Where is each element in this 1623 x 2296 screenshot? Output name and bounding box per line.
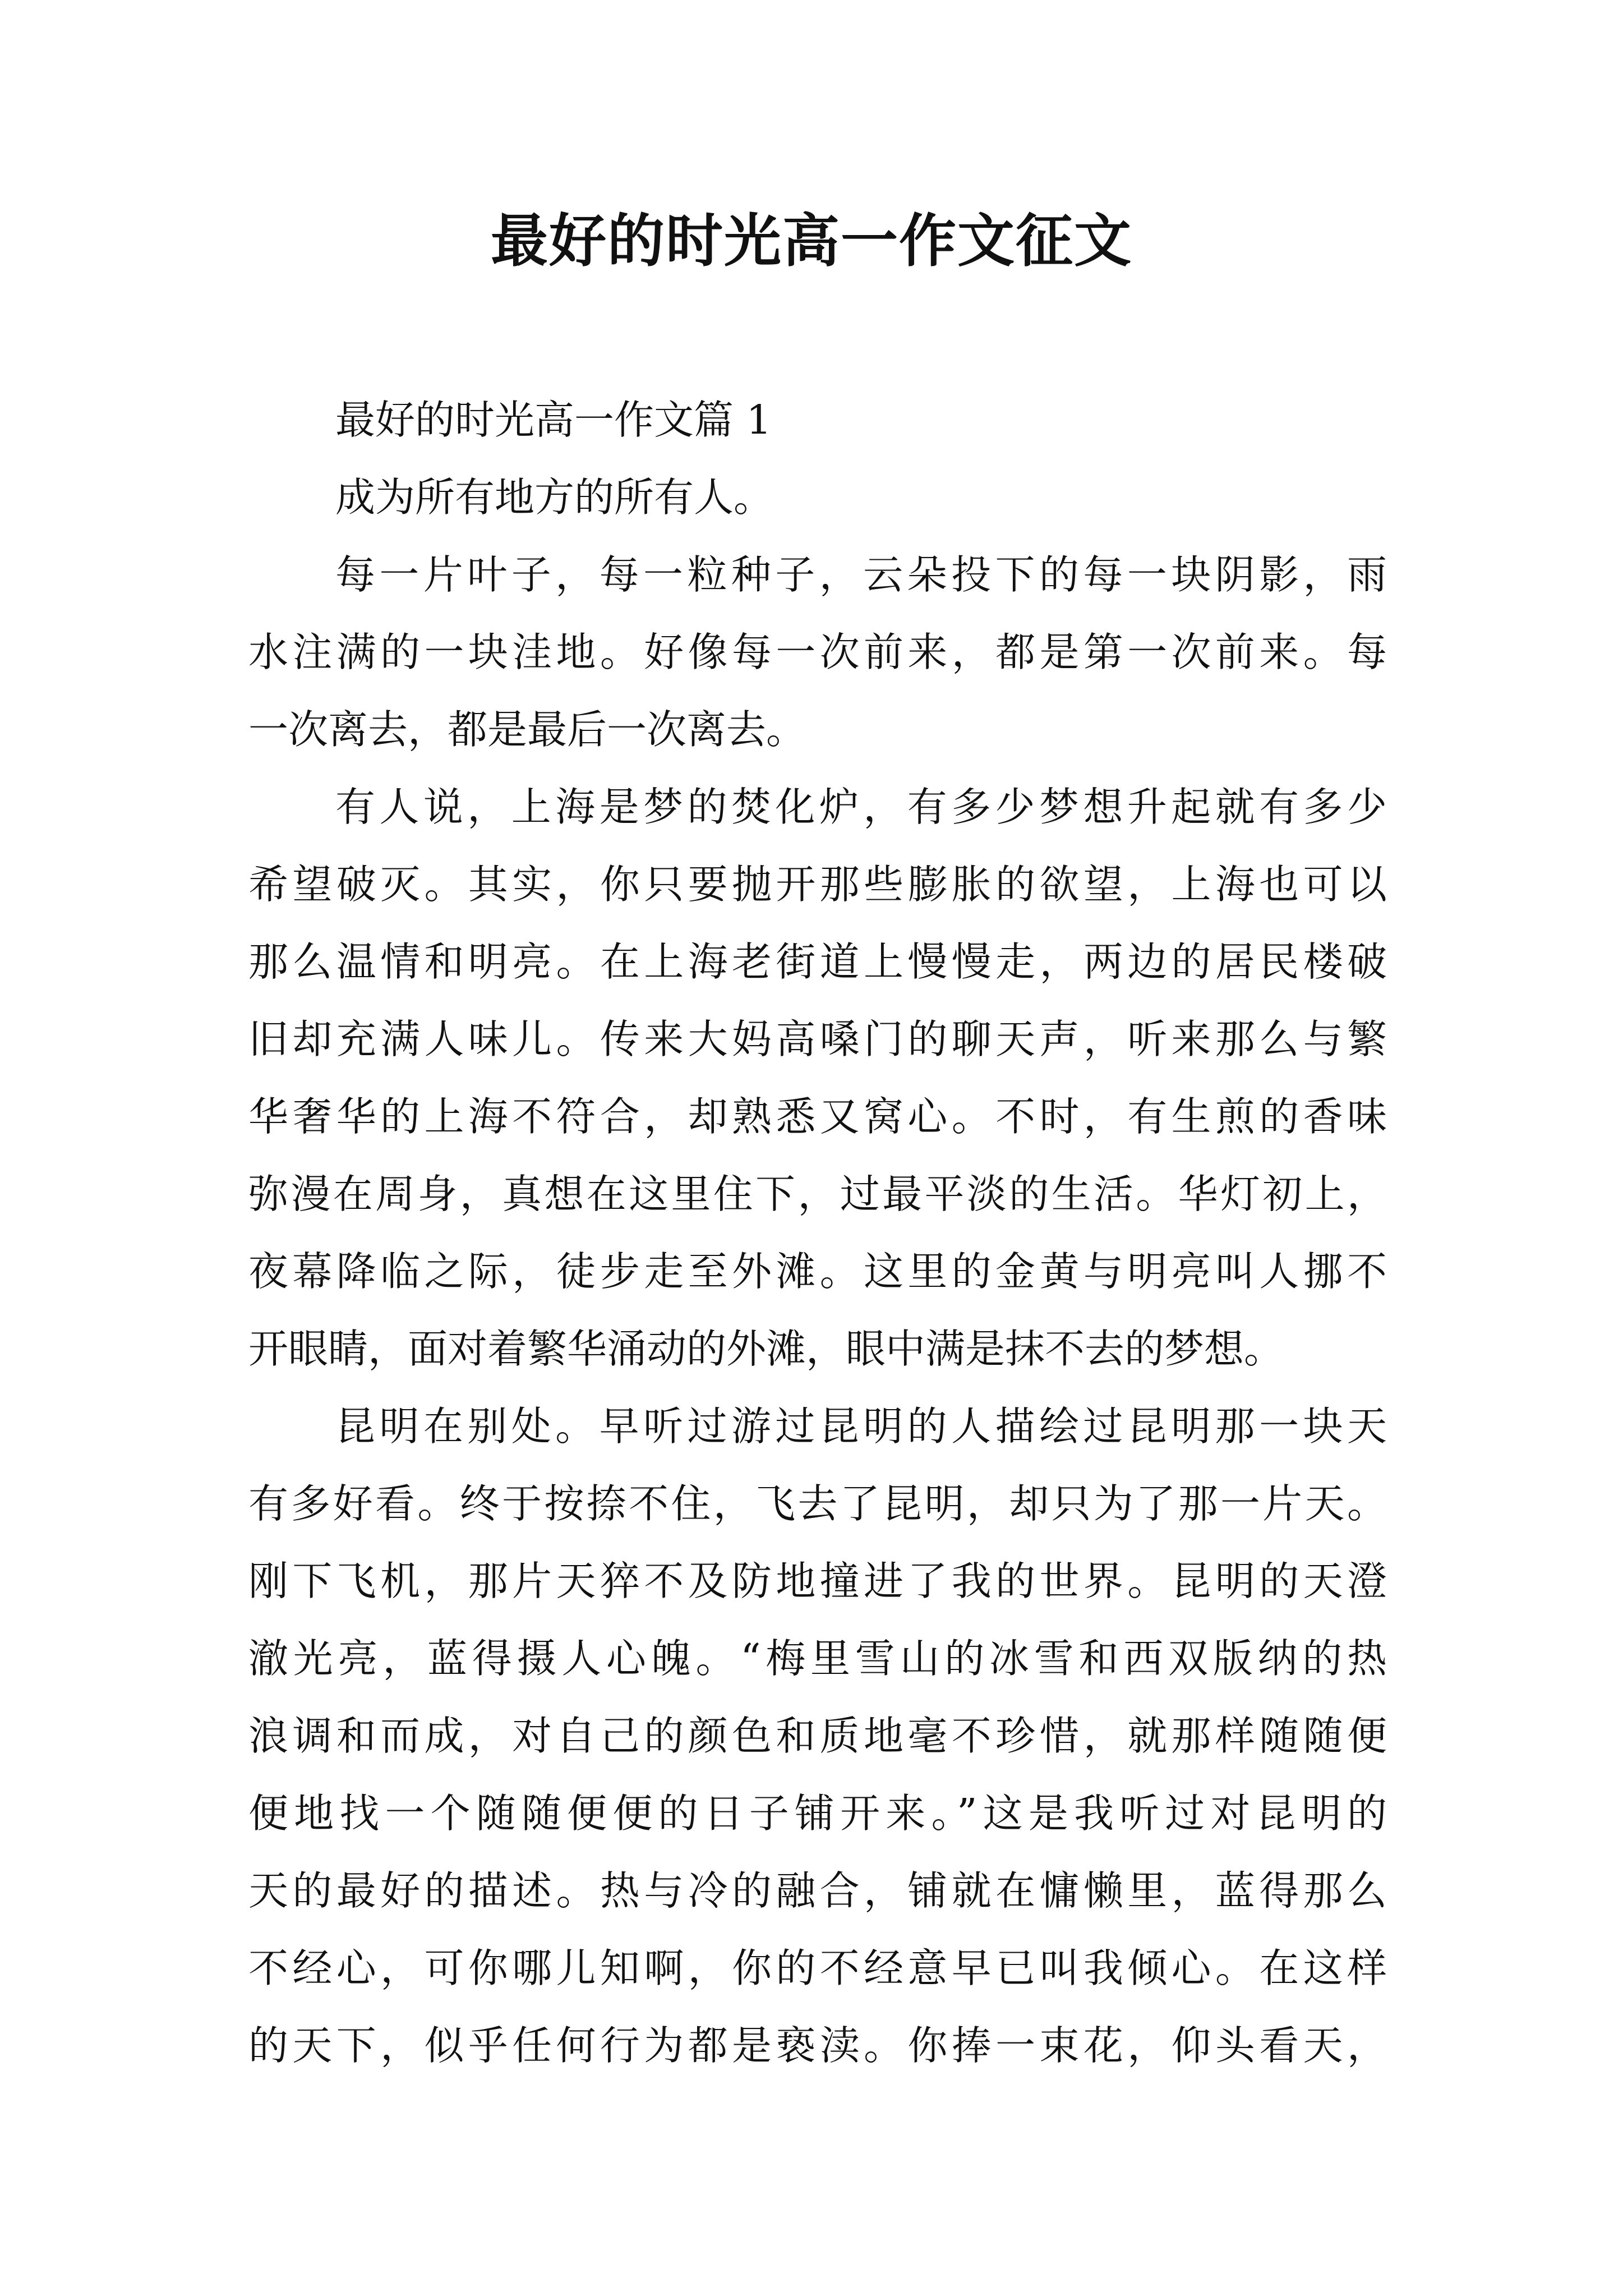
- document-title: 最好的时光高一作文征文: [491, 208, 1132, 275]
- paragraph-line: 昆明在别处。早听过游过昆明的人描绘过昆明那一块天: [335, 1403, 1387, 1450]
- paragraph-line: 成为所有地方的所有人。: [335, 474, 774, 521]
- paragraph-line: 弥漫在周身，真想在这里住下，过最平淡的生活。华灯初上，: [248, 1171, 1387, 1217]
- paragraph-line: 刚下飞机，那片天猝不及防地撞进了我的世界。昆明的天澄: [248, 1558, 1387, 1604]
- paragraph-line: 旧却充满人味儿。传来大妈高嗓门的聊天声，听来那么与繁: [248, 1016, 1387, 1062]
- paragraph-line: 有人说，上海是梦的焚化炉，有多少梦想升起就有多少: [335, 784, 1387, 830]
- paragraph-line: 夜幕降临之际，徒步走至外滩。这里的金黄与明亮叫人挪不: [248, 1248, 1387, 1295]
- paragraph-line: 每一片叶子，每一粒种子，云朵投下的每一块阴影，雨: [335, 551, 1387, 598]
- paragraph-line: 希望破灭。其实，你只要抛开那些膨胀的欲望，上海也可以: [248, 861, 1387, 908]
- paragraph-line: 水注满的一块洼地。好像每一次前来，都是第一次前来。每: [248, 629, 1387, 675]
- paragraph-line: 便地找一个随随便便的日子铺开来。”这是我听过对昆明的: [248, 1790, 1387, 1837]
- paragraph-line: 澈光亮，蓝得摄人心魄。“梅里雪山的冰雪和西双版纳的热: [248, 1635, 1387, 1682]
- paragraph-line: 那么温情和明亮。在上海老街道上慢慢走，两边的居民楼破: [248, 938, 1387, 985]
- paragraph-line: 浪调和而成，对自己的颜色和质地毫不珍惜，就那样随随便: [248, 1713, 1387, 1759]
- section-heading: 最好的时光高一作文篇 1: [335, 397, 772, 443]
- paragraph-line: 开眼睛，面对着繁华涌动的外滩，眼中满是抹不去的梦想。: [248, 1326, 1284, 1372]
- document-body: [248, 381, 1387, 2085]
- paragraph-line: 一次离去，都是最后一次离去。: [248, 706, 806, 753]
- paragraph-line: 的天下，似乎任何行为都是亵渎。你捧一束花，仰头看天，: [248, 2022, 1387, 2069]
- paragraph-line: 天的最好的描述。热与冷的融合，铺就在慵懒里，蓝得那么: [248, 1867, 1387, 1914]
- paragraph-line: 有多好看。终于按捺不住，飞去了昆明，却只为了那一片天。: [248, 1480, 1387, 1527]
- paragraph-line: 华奢华的上海不符合，却熟悉又窝心。不时，有生煎的香味: [248, 1093, 1387, 1140]
- paragraph-line: 不经心，可你哪儿知啊，你的不经意早已叫我倾心。在这样: [248, 1945, 1387, 1991]
